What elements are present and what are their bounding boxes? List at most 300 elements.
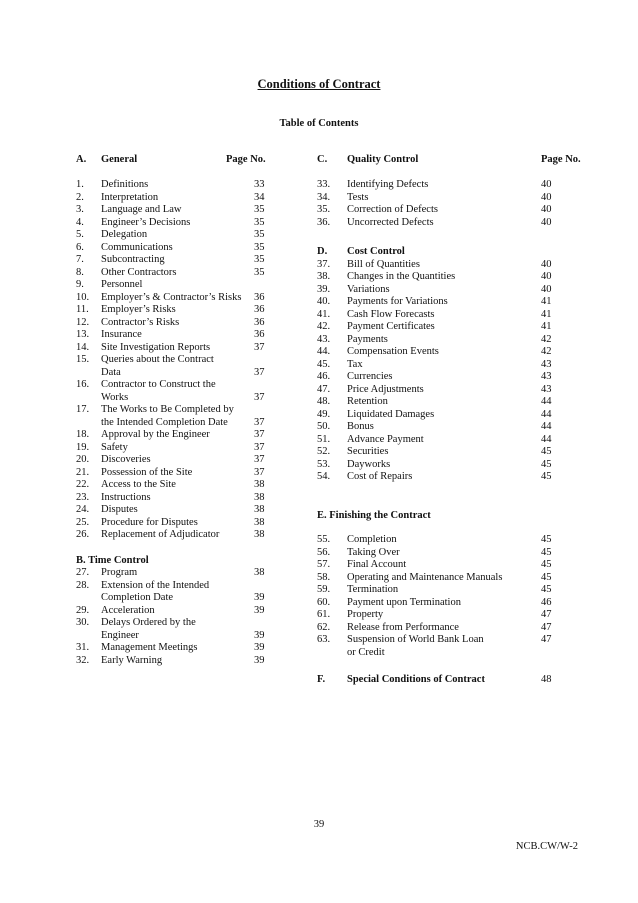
section-label: Quality Control: [347, 154, 419, 165]
toc-entry: [76, 655, 276, 668]
toc-entry: [76, 617, 276, 630]
toc-entry: [317, 534, 577, 547]
entry-number: 54.: [317, 471, 331, 482]
entry-title: Uncorrected Defects: [347, 216, 434, 228]
entry-number: 15.: [76, 354, 90, 365]
entry-page: [541, 647, 577, 660]
toc-entry: [76, 442, 276, 455]
entry-number: [76, 392, 101, 405]
entry-number: 63.: [317, 634, 331, 645]
entry-number: 31.: [76, 642, 90, 653]
entry-page: 41: [541, 296, 552, 307]
toc-entry: [317, 572, 577, 585]
toc-entry: [76, 367, 276, 380]
toc-entry: [317, 609, 577, 622]
toc-entry: [317, 309, 577, 322]
toc-entry: [317, 179, 577, 192]
entry-number: 22.: [76, 479, 90, 490]
entry-title: Payments for Variations: [347, 296, 448, 307]
toc-entry: [76, 354, 276, 367]
entry-title: Extension of the Intended: [101, 579, 210, 591]
entry-title: Insurance: [101, 329, 142, 340]
entry-page: 37: [254, 366, 265, 378]
entry-number: 3.: [76, 204, 84, 215]
toc-entry: [76, 404, 276, 417]
entry-page: 37: [254, 416, 265, 428]
toc-entry: [76, 342, 276, 355]
entry-title: Dayworks: [347, 458, 391, 470]
toc-entry: [76, 467, 276, 480]
entry-page: 38: [254, 529, 265, 540]
toc-entry: [317, 622, 577, 635]
entry-page: 40: [541, 258, 552, 270]
entry-page: 39: [254, 654, 265, 666]
entry-page: 40: [541, 271, 552, 282]
toc-entry: [76, 479, 276, 492]
entry-page: 43: [541, 358, 552, 370]
section-letter: C.: [317, 154, 328, 165]
entry-page: 45: [541, 584, 552, 595]
entry-title: Cash Flow Forecasts: [347, 308, 435, 320]
entry-title: Management Meetings: [101, 642, 198, 653]
entry-number: 52.: [317, 446, 331, 457]
entry-number: 24.: [76, 504, 90, 515]
toc-entry: [317, 259, 577, 272]
entry-number: 17.: [76, 404, 90, 415]
toc-entry: [317, 396, 577, 409]
entry-number: 13.: [76, 329, 90, 340]
toc-entry: [317, 647, 577, 660]
toc-entry: [317, 359, 577, 372]
entry-page: 38: [254, 504, 265, 515]
toc-entry: [76, 504, 276, 517]
entry-title: Queries about the Contract: [101, 354, 214, 365]
entry-page: 35: [254, 229, 265, 240]
toc-entry: [76, 279, 276, 292]
entry-page: 45: [541, 471, 552, 482]
entry-title: Advance Payment: [347, 433, 424, 445]
entry-title: Delegation: [101, 229, 148, 240]
toc-page-number: 48: [541, 674, 552, 685]
entry-number: [76, 630, 101, 643]
toc-entry: [317, 346, 577, 359]
toc-entry: [317, 204, 577, 217]
entry-title: Language and Law: [101, 204, 182, 215]
entry-title: Payment Certificates: [347, 321, 435, 332]
entry-number: 43.: [317, 333, 331, 345]
entry-page: 37: [254, 441, 265, 453]
entry-number: [317, 647, 347, 660]
toc-entry: [317, 296, 577, 309]
entry-number: 60.: [317, 596, 331, 608]
entry-page: [254, 354, 276, 367]
section-d-list: [317, 259, 577, 484]
toc-entry: [317, 584, 577, 597]
entry-title: Suspension of World Bank Loan: [347, 634, 484, 645]
entry-page: 43: [541, 371, 552, 382]
section-b-header: B. Time Control: [76, 554, 149, 566]
entry-number: 39.: [317, 283, 331, 295]
entry-title: Engineer’s Decisions: [101, 216, 191, 228]
entry-page: 43: [541, 383, 552, 395]
entry-number: 10.: [76, 291, 90, 303]
entry-number: 33.: [317, 179, 331, 190]
entry-page: 44: [541, 408, 552, 420]
toc-entry: [76, 592, 276, 605]
toc-entry: [317, 559, 577, 572]
toc-entry: [76, 492, 276, 505]
section-d-header: [317, 246, 577, 259]
entry-title: The Works to Be Completed by: [101, 404, 234, 415]
section-letter: D.: [317, 246, 328, 257]
entry-title: Subcontracting: [101, 254, 165, 265]
entry-number: 62.: [317, 621, 331, 633]
entry-page: 37: [254, 341, 265, 353]
entry-page: 46: [541, 596, 552, 608]
entry-page: 44: [541, 396, 552, 407]
entry-number: 47.: [317, 383, 331, 395]
toc-entry: [76, 267, 276, 280]
entry-title: Other Contractors: [101, 266, 177, 278]
entry-page: 36: [254, 316, 265, 328]
toc-entry: [76, 429, 276, 442]
entry-page: 40: [541, 179, 552, 190]
entry-title: Interpretation: [101, 191, 159, 203]
toc-entry: [76, 529, 276, 542]
toc-entry: [76, 179, 276, 192]
entry-number: 8.: [76, 266, 84, 278]
toc-entry: [76, 229, 276, 242]
toc-entry: [76, 417, 276, 430]
entry-page: 44: [541, 433, 552, 445]
entry-title: Cost of Repairs: [347, 471, 413, 482]
toc-right-column: [317, 154, 581, 687]
entry-page: 45: [541, 446, 552, 457]
entry-page: 41: [541, 308, 552, 320]
entry-number: 37.: [317, 258, 331, 270]
entry-number: 14.: [76, 341, 90, 353]
entry-title: Liquidated Damages: [347, 408, 435, 420]
page-no-header: Page No.: [226, 154, 266, 165]
section-c-header: [317, 154, 581, 166]
toc-subtitle: Table of Contents: [279, 118, 359, 129]
entry-number: 48.: [317, 396, 331, 407]
section-label: General: [101, 154, 138, 165]
entry-page: 34: [254, 191, 265, 203]
section-letter: A.: [76, 154, 87, 165]
entry-page: 45: [541, 534, 552, 545]
entry-page: 40: [541, 283, 552, 295]
section-letter: F.: [317, 674, 326, 685]
entry-number: 45.: [317, 358, 331, 370]
entry-title: Tests: [347, 191, 369, 203]
toc-entry: [76, 517, 276, 530]
entry-title: Release from Performance: [347, 621, 459, 633]
toc-entry: [317, 471, 577, 484]
toc-entry: [76, 567, 276, 580]
entry-title: Completion Date: [101, 592, 174, 603]
entry-title: Payments: [347, 333, 388, 345]
entry-page: 42: [541, 346, 552, 357]
entry-title: Discoveries: [101, 454, 151, 465]
toc-entry: [317, 217, 577, 230]
entry-number: 40.: [317, 296, 331, 307]
entry-page: 42: [541, 333, 552, 345]
entry-page: 41: [541, 321, 552, 332]
toc-entry: [317, 271, 577, 284]
toc-entry: [76, 605, 276, 618]
footer-doc-code: NCB.CW/W-2: [515, 841, 578, 852]
entry-page: 44: [541, 421, 552, 432]
toc-entry: [317, 634, 577, 647]
entry-title: Taking Over: [347, 546, 400, 558]
entry-page: 38: [254, 516, 265, 528]
entry-title: Early Warning: [101, 654, 163, 666]
entry-page: 39: [254, 592, 265, 603]
entry-number: 2.: [76, 191, 84, 203]
toc-entry: [317, 384, 577, 397]
entry-number: [76, 417, 101, 430]
entry-title: Identifying Defects: [347, 179, 429, 190]
entry-title: Engineer: [101, 629, 139, 641]
toc-entry: [317, 597, 577, 610]
toc-entry: [76, 217, 276, 230]
toc-entry: [76, 580, 276, 593]
entry-page: 45: [541, 546, 552, 558]
entry-page: 45: [541, 458, 552, 470]
entry-title: Employer’s & Contractor’s Risks: [101, 291, 242, 303]
toc-entry: [76, 304, 276, 317]
entry-number: 58.: [317, 571, 331, 583]
toc-left-column: [76, 154, 276, 667]
entry-number: [76, 592, 101, 605]
entry-page: [254, 379, 276, 392]
entry-title: Completion: [347, 534, 397, 545]
toc-entry: [76, 192, 276, 205]
entry-title: or Credit: [347, 646, 385, 658]
entry-title: Variations: [347, 283, 390, 295]
entry-page: 47: [541, 609, 552, 620]
entry-page: 35: [254, 254, 265, 265]
entry-number: 51.: [317, 433, 331, 445]
footer-page-number: 39: [313, 819, 325, 830]
entry-number: 25.: [76, 516, 90, 528]
entry-title: Contractor to Construct the: [101, 379, 216, 390]
section-a-list: [76, 179, 276, 542]
entry-title: Delays Ordered by the: [101, 617, 196, 628]
entry-page: 37: [254, 429, 265, 440]
entry-page: 39: [254, 642, 265, 653]
toc-entry: [76, 379, 276, 392]
entry-number: 55.: [317, 534, 331, 545]
entry-title: Termination: [347, 584, 399, 595]
entry-title: Contractor’s Risks: [101, 316, 180, 328]
section-f-header: [317, 674, 577, 687]
entry-number: 20.: [76, 454, 90, 465]
entry-number: 59.: [317, 584, 331, 595]
entry-number: 5.: [76, 229, 84, 240]
entry-page: 47: [541, 621, 552, 633]
entry-page: 38: [254, 479, 265, 490]
entry-number: 18.: [76, 429, 90, 440]
toc-entry: [76, 329, 276, 342]
entry-page: 36: [254, 329, 265, 340]
entry-title: Data: [101, 366, 121, 378]
entry-number: 16.: [76, 379, 90, 390]
toc-entry: [76, 454, 276, 467]
toc-entry: [76, 317, 276, 330]
entry-title: the Intended Completion Date: [101, 416, 228, 428]
entry-title: Access to the Site: [101, 479, 176, 490]
entry-number: 44.: [317, 346, 331, 357]
entry-number: 6.: [76, 241, 84, 253]
entry-number: 28.: [76, 579, 90, 591]
entry-page: 35: [254, 216, 265, 228]
entry-title: Works: [101, 391, 129, 403]
entry-number: 42.: [317, 321, 331, 332]
entry-page: 38: [254, 567, 265, 578]
toc-entry: [317, 284, 577, 297]
entry-title: Tax: [347, 358, 363, 370]
entry-title: Currencies: [347, 371, 393, 382]
entry-title: Operating and Maintenance Manuals: [347, 571, 503, 583]
entry-page: 37: [254, 466, 265, 478]
entry-number: 50.: [317, 421, 331, 432]
entry-page: 38: [254, 491, 265, 503]
section-e-list: [317, 534, 577, 659]
entry-title: Changes in the Quantities: [347, 271, 456, 282]
toc-entry: [317, 446, 577, 459]
entry-page: 37: [254, 454, 265, 465]
entry-number: 41.: [317, 308, 331, 320]
entry-title: Price Adjustments: [347, 383, 424, 395]
entry-number: 30.: [76, 617, 90, 628]
entry-number: 32.: [76, 654, 90, 666]
entry-number: 27.: [76, 567, 90, 578]
entry-page: 33: [254, 179, 265, 190]
entry-page: 35: [254, 241, 265, 253]
entry-number: 46.: [317, 371, 331, 382]
toc-entry: [76, 392, 276, 405]
entry-page: [254, 617, 276, 630]
section-a-header: [76, 154, 276, 166]
entry-page: 37: [254, 391, 265, 403]
entry-title: Final Account: [347, 559, 407, 570]
section-label: Special Conditions of Contract: [347, 674, 485, 685]
entry-title: Communications: [101, 241, 173, 253]
entry-page: 47: [541, 634, 552, 645]
entry-title: Site Investigation Reports: [101, 341, 211, 353]
entry-number: 56.: [317, 546, 331, 558]
section-e-header: E. Finishing the Contract: [317, 509, 431, 521]
entry-title: Securities: [347, 446, 389, 457]
toc-entry: [317, 334, 577, 347]
entry-title: Replacement of Adjudicator: [101, 529, 220, 540]
entry-number: 4.: [76, 216, 84, 228]
entry-number: [76, 367, 101, 380]
entry-number: 26.: [76, 529, 90, 540]
entry-number: 57.: [317, 559, 331, 570]
entry-page: 35: [254, 266, 265, 278]
entry-title: Correction of Defects: [347, 204, 438, 215]
entry-title: Compensation Events: [347, 346, 439, 357]
entry-page: 45: [541, 571, 552, 583]
toc-entry: [317, 192, 577, 205]
entry-number: 21.: [76, 466, 90, 478]
entry-title: Acceleration: [101, 604, 155, 616]
toc-entry: [317, 421, 577, 434]
entry-number: 35.: [317, 204, 331, 215]
toc-entry: [76, 292, 276, 305]
entry-title: Employer’s Risks: [101, 304, 176, 315]
entry-title: Bill of Quantities: [347, 258, 420, 270]
entry-title: Safety: [101, 441, 128, 453]
entry-number: 12.: [76, 316, 90, 328]
entry-title: Payment upon Termination: [347, 596, 461, 608]
entry-page: 40: [541, 191, 552, 203]
toc-entry: [317, 409, 577, 422]
toc-entry: [76, 242, 276, 255]
entry-title: Definitions: [101, 179, 149, 190]
entry-title: Instructions: [101, 491, 151, 503]
entry-page: 40: [541, 204, 552, 215]
entry-number: 23.: [76, 491, 90, 503]
toc-entry: [76, 630, 276, 643]
entry-title: Personnel: [101, 279, 143, 290]
entry-page: [254, 580, 276, 593]
entry-title: Possession of the Site: [101, 466, 193, 478]
entry-page: 36: [254, 304, 265, 315]
page-no-header: Page No.: [541, 154, 581, 165]
entry-page: 36: [254, 291, 265, 303]
entry-page: [254, 279, 276, 292]
section-label: Cost Control: [347, 246, 405, 257]
toc-entry: [317, 459, 577, 472]
toc-entry: [76, 254, 276, 267]
entry-title: Bonus: [347, 421, 374, 432]
toc-entry: [76, 204, 276, 217]
toc-entry: [317, 434, 577, 447]
entry-title: Disputes: [101, 504, 138, 515]
entry-number: 1.: [76, 179, 84, 190]
entry-number: 29.: [76, 604, 90, 616]
entry-title: Procedure for Disputes: [101, 516, 198, 528]
entry-title: Approval by the Engineer: [101, 429, 210, 440]
entry-title: Retention: [347, 396, 388, 407]
section-b-list: [76, 567, 276, 667]
entry-number: 19.: [76, 441, 90, 453]
entry-number: 7.: [76, 254, 84, 265]
entry-number: 11.: [76, 304, 89, 315]
entry-page: 39: [254, 604, 265, 616]
toc-entry: [317, 547, 577, 560]
entry-number: 49.: [317, 408, 331, 420]
entry-number: 53.: [317, 458, 331, 470]
section-c-list: [317, 179, 577, 229]
entry-page: 35: [254, 204, 265, 215]
entry-title: Property: [347, 609, 384, 620]
entry-number: 61.: [317, 609, 331, 620]
entry-page: 45: [541, 559, 552, 570]
entry-title: Program: [101, 567, 138, 578]
entry-number: 38.: [317, 271, 331, 282]
page-title: Conditions of Contract: [257, 77, 381, 91]
entry-number: 34.: [317, 191, 331, 203]
entry-number: 36.: [317, 216, 331, 228]
toc-entry: [317, 321, 577, 334]
toc-entry: [317, 371, 577, 384]
entry-page: 39: [254, 629, 265, 641]
